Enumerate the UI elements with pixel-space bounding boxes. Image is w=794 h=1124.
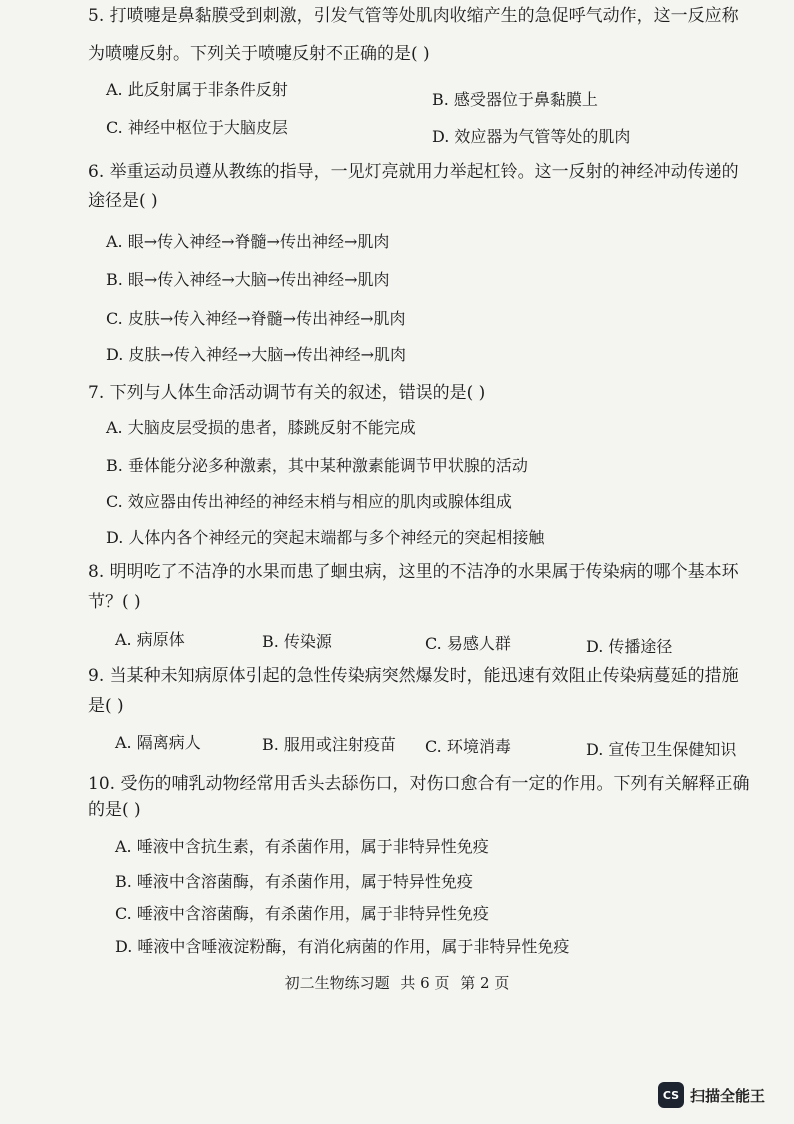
- q7-option-b: B. 垂体能分泌多种激素，其中某种激素能调节甲状腺的活动: [106, 456, 528, 475]
- q10-option-b: B. 唾液中含溶菌酶，有杀菌作用，属于特异性免疫: [115, 872, 473, 891]
- footer-page-number: 第 2 页: [460, 974, 510, 992]
- q9-option-c: C. 环境消毒: [425, 737, 511, 756]
- q8-option-c: C. 易感人群: [425, 634, 511, 653]
- footer-title: 初二生物练习题: [284, 974, 390, 992]
- q6-option-c: C. 皮肤→传入神经→脊髓→传出神经→肌肉: [106, 309, 406, 328]
- q6-option-a: A. 眼→传入神经→脊髓→传出神经→肌肉: [106, 232, 390, 251]
- q8-option-b: B. 传染源: [262, 632, 332, 651]
- q6-stem-line2: 途径是( ): [88, 191, 158, 211]
- q5-option-b: B. 感受器位于鼻黏膜上: [432, 90, 598, 109]
- q5-stem-line2: 为喷嚏反射。下列关于喷嚏反射不正确的是( ): [88, 44, 430, 64]
- q5-option-c: C. 神经中枢位于大脑皮层: [106, 118, 288, 137]
- q5-option-a: A. 此反射属于非条件反射: [106, 80, 288, 99]
- q7-option-c: C. 效应器由传出神经的神经末梢与相应的肌肉或腺体组成: [106, 492, 512, 511]
- q9-stem-line1: 9. 当某种未知病原体引起的急性传染病突然爆发时，能迅速有效阻止传染病蔓延的措施: [88, 666, 739, 686]
- q10-option-d: D. 唾液中含唾液淀粉酶，有消化病菌的作用，属于非特异性免疫: [115, 937, 570, 956]
- q8-stem-line2: 节？( ): [88, 592, 141, 612]
- show-through-text: [395, 205, 661, 224]
- camscanner-icon: CS: [658, 1082, 684, 1108]
- q10-option-c: C. 唾液中含溶菌酶，有杀菌作用，属于非特异性免疫: [115, 904, 489, 923]
- q5-stem-line1: 5. 打喷嚏是鼻黏膜受到刺激，引发气管等处肌肉收缩产生的急促呼气动作，这一反应称: [88, 6, 739, 26]
- q6-option-b: B. 眼→传入神经→大脑→传出神经→肌肉: [106, 270, 390, 289]
- footer-total-pages: 共 6 页: [400, 974, 450, 992]
- q9-option-b: B. 服用或注射疫苗: [262, 735, 396, 754]
- q8-stem-line1: 8. 明明吃了不洁净的水果而患了蛔虫病，这里的不洁净的水果属于传染病的哪个基本环: [88, 562, 739, 582]
- q6-stem-line1: 6. 举重运动员遵从教练的指导，一见灯亮就用力举起杠铃。这一反射的神经冲动传递的: [88, 162, 739, 182]
- scanner-watermark: [658, 1082, 765, 1108]
- q10-stem-line1: 10. 受伤的哺乳动物经常用舌头去舔伤口，对伤口愈合有一定的作用。下列有关解释正确: [88, 774, 750, 794]
- q9-option-a: A. 隔离病人: [115, 733, 201, 752]
- q9-stem-line2: 是( ): [88, 696, 124, 716]
- q8-option-d: D. 传播途径: [586, 637, 673, 656]
- q7-option-a: A. 大脑皮层受损的患者，膝跳反射不能完成: [106, 418, 416, 437]
- q6-option-d: D. 皮肤→传入神经→大脑→传出神经→肌肉: [106, 345, 407, 364]
- page-footer: [0, 972, 794, 993]
- q10-option-a: A. 唾液中含抗生素，有杀菌作用，属于非特异性免疫: [115, 837, 489, 856]
- q10-stem-line2: 的是( ): [88, 800, 141, 820]
- q7-option-d: D. 人体内各个神经元的突起末端都与多个神经元的突起相接触: [106, 528, 545, 547]
- q5-option-d: D. 效应器为气管等处的肌肉: [432, 127, 631, 146]
- q7-stem-line1: 7. 下列与人体生命活动调节有关的叙述，错误的是( ): [88, 383, 486, 403]
- q8-option-a: A. 病原体: [115, 630, 185, 649]
- q9-option-d: D. 宣传卫生保健知识: [586, 740, 737, 759]
- watermark-label: 扫描全能王: [690, 1086, 766, 1105]
